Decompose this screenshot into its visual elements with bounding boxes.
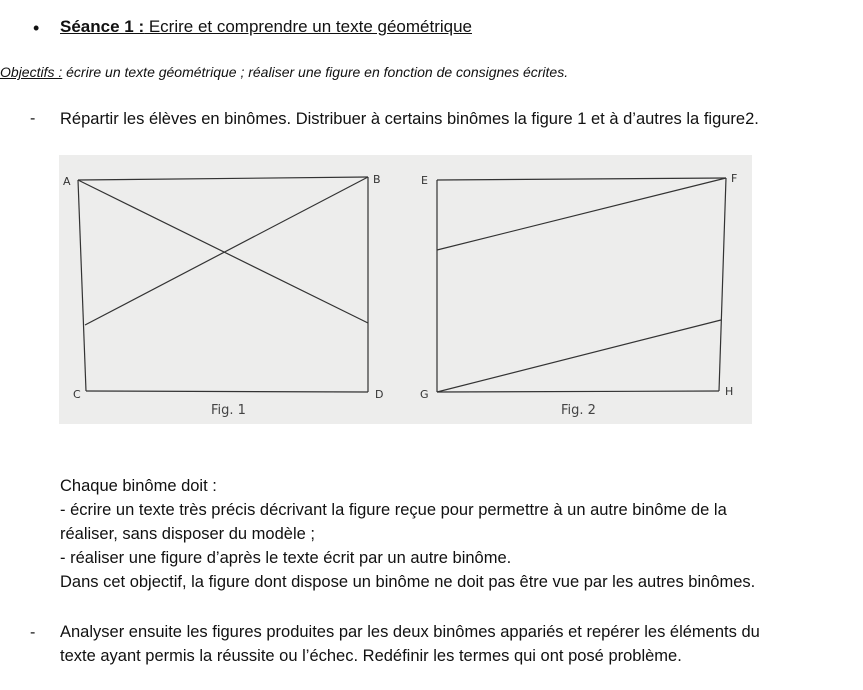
fig2-edge-fh [719, 178, 726, 391]
label-d: D [375, 388, 384, 401]
figures-drawing [59, 155, 752, 424]
item1-dash: - [30, 110, 36, 127]
fig2-edge-ef [437, 178, 726, 180]
objectifs-line [0, 64, 568, 80]
instructions-line-1: Chaque binôme doit : [60, 477, 217, 495]
objectifs-label: Objectifs : [0, 64, 63, 80]
bullet-point: • [33, 18, 40, 38]
fig2-caption: Fig. 2 [561, 403, 596, 418]
fig2-upper-oblique [437, 178, 726, 250]
objectifs-text: écrire un texte géométrique ; réaliser une figure en fonction de consignes écrites. [62, 64, 569, 80]
fig2-edge-gh [437, 391, 719, 392]
seance-heading [60, 17, 472, 37]
label-e: E [421, 174, 428, 187]
instructions-line-3: réaliser, sans disposer du modèle ; [60, 525, 315, 543]
item2-line-1: Analyser ensuite les figures produites par les deux binômes appariés et repérer les éléments du [60, 623, 760, 641]
fig1-edge-ac [78, 180, 86, 391]
label-g: G [420, 388, 429, 401]
instructions-line-2: - écrire un texte très précis décrivant la figure reçue pour permettre à un autre binôme de la [60, 501, 727, 519]
seance-label: Séance 1 : [60, 17, 145, 36]
fig1-edge-cd [86, 391, 368, 392]
item1-text: Répartir les élèves en binômes. Distribuer à certains binômes la figure 1 et à d’autres la figure2. [60, 110, 759, 128]
item2-line-2: texte ayant permis la réussite ou l’échec. Redéfinir les termes qui ont posé problème. [60, 647, 682, 665]
fig1-caption: Fig. 1 [211, 403, 246, 418]
figure-2-lines [437, 178, 726, 392]
fig2-lower-oblique [437, 320, 721, 392]
instructions-line-4: - réaliser une figure d’après le texte écrit par un autre binôme. [60, 549, 512, 567]
figure-1-lines [78, 177, 368, 392]
fig1-diagonal-2 [85, 177, 368, 325]
fig1-diagonal-1 [78, 180, 368, 323]
label-h: H [725, 385, 734, 398]
label-f: F [731, 172, 738, 185]
label-c: C [73, 388, 81, 401]
instructions-line-5: Dans cet objectif, la figure dont dispose un binôme ne doit pas être vue par les autres binômes. [60, 573, 756, 591]
label-a: A [63, 175, 71, 188]
item2-dash: - [30, 624, 36, 641]
label-b: B [373, 173, 381, 186]
figures-photo [59, 155, 752, 424]
fig1-edge-ab [78, 177, 368, 180]
seance-title: Ecrire et comprendre un texte géométrique [144, 17, 472, 36]
